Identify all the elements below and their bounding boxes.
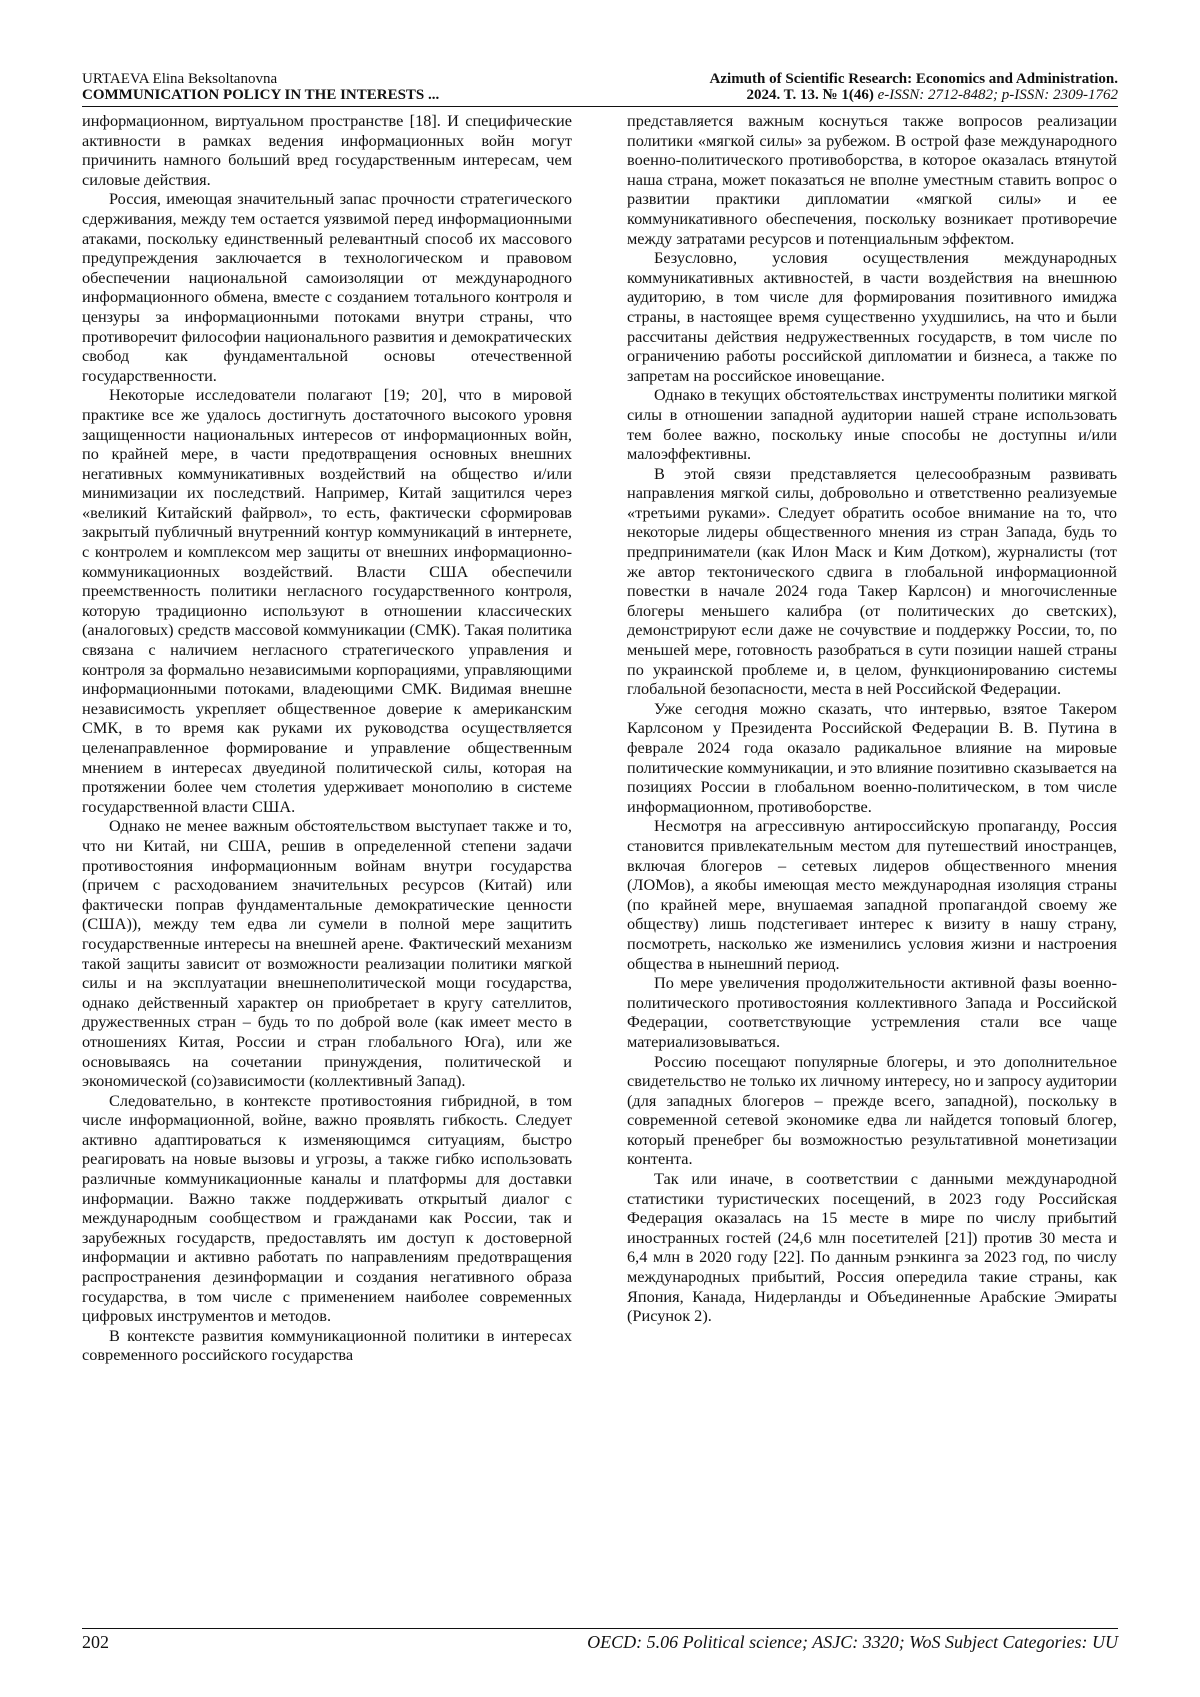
header-left: [82, 71, 602, 103]
paragraph: Россию посещают популярные блогеры, и это дополнительное свидетельство не только их личному интересу, но и запросу аудитории (для западных блогеров – прежде всего, западной), поскольку в современной сетевой экономике едва ли найдется топовый блогер, который пренебрег бы возможностью результативной монетизации контента.: [627, 1051, 1117, 1169]
footer-divider: [82, 1628, 1118, 1629]
page-footer: [82, 1632, 1118, 1654]
paragraph: Безусловно, условия осуществления международных коммуникативных активностей, в части воздействия на внешнюю аудиторию, в том числе для формирования позитивного имиджа страны, в настоящее время существенно ухудшились, на что и были рассчитаны действия недружественных государств, в том числе по ограничению работы российской дипломатии и бизнеса, а также по запретам на российское иновещание.: [627, 248, 1117, 385]
header-issn: e-ISSN: 2712-8482; p-ISSN: 2309-1762: [877, 87, 1118, 103]
header-issue-line: [710, 87, 1118, 103]
header-journal-title: Azimuth of Scientific Research: Economics and Administration.: [709, 71, 1118, 87]
paragraph: По мере увеличения продолжительности активной фазы военно-политического противостояния коллективного Запада и Российской Федерации, соответствующие устремления стали все чаще материализовываться.: [627, 973, 1117, 1051]
header-divider: [82, 106, 1118, 107]
header-author: URTAEVA Elina Beksoltanovna: [82, 71, 278, 87]
running-header: [82, 71, 1118, 105]
paragraph: Однако в текущих обстоятельствах инструменты политики мягкой силы в отношении западной аудитории нашей стране использовать тем более важно, поскольку иные способы не доступны и/или малоэффективны.: [627, 385, 1117, 464]
left-column: [82, 111, 572, 1365]
paragraph: информационном, виртуальном пространстве [18]. И специфические активности в рамках ведения информационных войн могут причинить намного больший вред государственным интересам, чем силовые действия.: [82, 111, 572, 189]
right-column: [627, 111, 1117, 1326]
paragraph: представляется важным коснуться также вопросов реализации политики «мягкой силы» за рубежом. В острой фазе международного военно-политического противоборства, в которое оказалась втянутой наша страна, может показаться не вполне уместным ставить вопрос о развитии практики дипломатии «мягкой силы» и ее коммуникативного обеспечения, поскольку возникает противоречие между затратами ресурсов и потенциальным эффектом.: [627, 111, 1117, 248]
paragraph: В контексте развития коммуникационной политики в интересах современного российского государства: [82, 1325, 572, 1365]
paragraph: Несмотря на агрессивную антироссийскую пропаганду, Россия становится привлекательным местом для путешествий иностранцев, включая блогеров – сетевых лидеров общественного мнения (ЛОМов), а якобы имеющая место международная изоляция страны (по крайней мере, внушаемая западной пропагандой своему же обществу) лишь подстегивает интерес к визиту в нашу страну, посмотреть, насколько же изменились условия жизни и настроения общества в нынешний период.: [627, 816, 1117, 973]
header-right: [710, 71, 1118, 103]
paragraph: Следовательно, в контексте противостояния гибридной, в том числе информационной, войне, важно проявлять гибкость. Следует активно адаптироваться к изменяющимся ситуациям, быстро реагировать на новые вызовы и угрозы, а также гибко использовать различные коммуникационные каналы и платформы для доставки информации. Важно также поддерживать открытый диалог с международным сообществом и гражданами как России, так и зарубежных государств, предоставлять им доступ к достоверной информации и активно работать по направлениям предотвращения распространения дезинформации и создания негативного образа государства, в том числе с применением наиболее современных цифровых инструментов и методов.: [82, 1090, 572, 1326]
page-number: 202: [82, 1632, 109, 1652]
paragraph: Однако не менее важным обстоятельством выступает также и то, что ни Китай, ни США, решив в определенной степени задачи противостояния информационным войнам внутри государства (причем с расходованием значительных ресурсов (Китай) или фактически поправ фундаментальные демократические ценности (США)), между тем едва ли сумели в полной мере защитить государственные интересы на внешней арене. Фактический механизм такой защиты зависит от возможности реализации политики мягкой силы и на эксплуатации внешнеполитической мощи государства, однако действенный характер он приобретает в кругу сателлитов, дружественных стран – будь то по доброй воле (как имеет место в отношениях Китая, России и стран глобального Юга), или же основываясь на сочетании принуждения, политической и экономической (со)зависимости (коллективный Запад).: [82, 816, 572, 1091]
subject-classification: OECD: 5.06 Political science; ASJC: 3320; WoS Subject Categories: UU: [587, 1632, 1118, 1652]
paragraph: Уже сегодня можно сказать, что интервью, взятое Такером Карлсоном у Президента Российской Федерации В. В. Путина в феврале 2024 года оказало радикальное влияние на мировые политические коммуникации, и это влияние позитивно сказывается на позициях России в глобальном военно-политическом, в том числе информационном, противоборстве.: [627, 698, 1117, 816]
paragraph: Россия, имеющая значительный запас прочности стратегического сдерживания, между тем остается уязвимой перед информационными атаками, поскольку единственный релевантный способ их массового предупреждения заключается в технологическом и правовом обеспечении национальной самоизоляции от международного информационного обмена, вместе с созданием тотального контроля и цензуры за информационными потоками внутри страны, что противоречит философии национального развития и демократических свобод как фундаментальной основы отечественной государственности.: [82, 189, 573, 385]
paragraph: Так или иначе, в соответствии с данными международной статистики туристических посещений, в 2023 году Российская Федерация оказалась на 15 месте в мире по числу прибытий иностранных гостей (24,6 млн посетителей [21]) против 30 места и 6,4 млн в 2020 году [22]. По данным рэнкинга за 2023 год, по числу международных прибытий, Россия опередила такие страны, как Япония, Канада, Нидерланды и Объединенные Арабские Эмираты (Рисунок 2).: [627, 1169, 1117, 1326]
paragraph: В этой связи представляется целесообразным развивать направления мягкой силы, добровольно и ответственно реализуемые «третьими руками». Следует обратить особое внимание на то, что некоторые лидеры общественного мнения из стран Запада, будь то предприниматели (как Илон Маск и Ким Дотком), журналисты (тот же автор тектонического сдвига в глобальной информационной повестки в начале 2024 года Такер Карлсон) и многочисленные блогеры меньшего калибра (от политических до светских), демонстрируют если даже не сочувствие и поддержку России, то, по меньшей мере, готовность разобраться в сути позиции нашей страны по украинской проблеме и, в целом, функционированию системы глобальной безопасности, места в ней Российской Федерации.: [627, 463, 1117, 699]
header-issue: 2024. T. 13. № 1(46): [746, 87, 874, 103]
paragraph: Некоторые исследователи полагают [19; 20], что в мировой практике все же удалось достигнуть достаточного высокого уровня защищенности национальных интересов от информационных войн, по крайней мере, в части предотвращения основных внешних негативных коммуникативных воздействий на общество и/или минимизации их последствий. Например, Китай защитился через «великий Китайский файрвол», то есть, фактически сформировав закрытый публичный внутренний контур коммуникаций в интернете, с контролем и комплексом мер защиты от внешних информационно-коммуникационных воздействий. Власти США обеспечили преемственность политики негласного государственного контроля, которую традиционно используют в отношении классических (аналоговых) средств массовой коммуникации (СМК). Такая политика связана с наличием негласного стратегического управления и контроля за формально независимыми корпорациями, управляющими информационными потоками, владеющими СМК. Видимая внешне независимость укрепляет общественное доверие к американским СМК, в то время как руками их руководства осуществляется целенаправленное формирование и управление общественным мнением в интересах двуединой политической силы, которая на протяжении более чем столетия удерживает монополию в системе государственной власти США.: [82, 385, 572, 816]
header-short-title: COMMUNICATION POLICY IN THE INTERESTS ...: [82, 87, 440, 103]
